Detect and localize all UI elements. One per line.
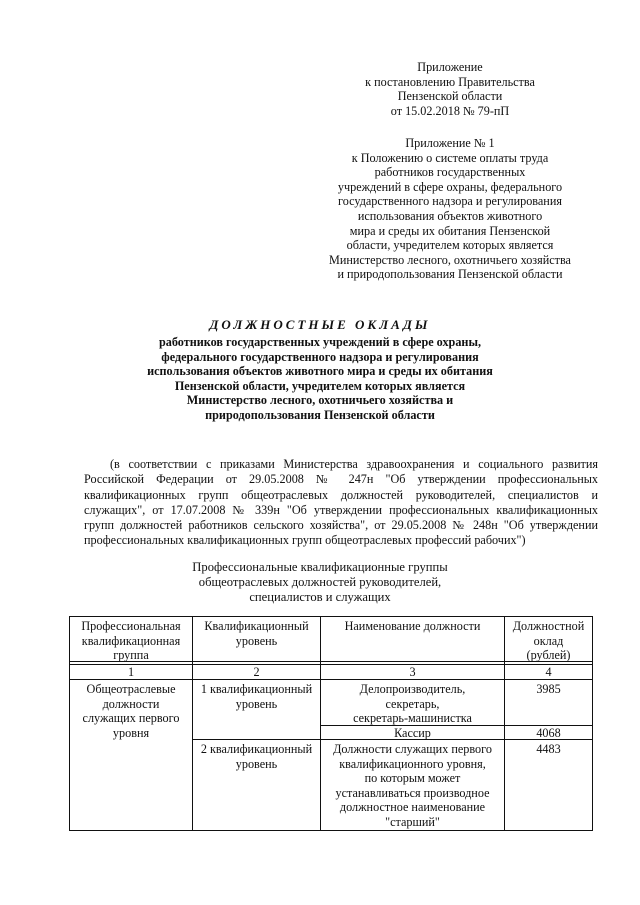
header-line: Наименование должности <box>344 619 481 633</box>
table-rule <box>192 616 193 831</box>
intro-line: квалификационных групп общеотраслевых должностей руководителей, специалистов и <box>84 487 598 502</box>
column-header <box>321 619 504 634</box>
position-line: "старший" <box>385 814 440 829</box>
header-line: Должностной <box>512 619 585 633</box>
position-line: секретарь-машинистка <box>353 711 472 726</box>
level-line: уровень <box>235 696 278 711</box>
position-line: должностное наименование <box>339 800 486 815</box>
header-line: уровень <box>235 633 278 648</box>
intro-line: (в соответствии с приказами Министерства здравоохранения и социального развития <box>110 457 598 471</box>
appendix-regulation <box>300 136 600 282</box>
header-line: группа <box>113 648 149 663</box>
position-cell <box>321 726 504 741</box>
appendix-line: Приложение <box>417 60 483 74</box>
position-line: по которым может <box>364 771 461 786</box>
document-subtitle <box>80 335 560 422</box>
header-line: квалификационная <box>81 633 181 648</box>
appendix-line: Приложение № 1 <box>405 136 495 150</box>
header-line: (рублей) <box>526 648 571 663</box>
column-number: 4 <box>545 665 552 679</box>
column-number: 1 <box>127 665 135 679</box>
appendix-resolution <box>340 60 560 118</box>
qualification-level-cell <box>193 682 320 711</box>
level-line: уровень <box>235 756 278 771</box>
table-rule <box>592 616 593 831</box>
subtitle-line: природопользования Пензенской области <box>205 407 435 422</box>
subtitle-line: Министерство лесного, охотничьего хозяйства и <box>186 393 454 407</box>
appendix-line: Министерство лесного, охотничьего хозяйства <box>329 252 571 267</box>
header-line: Профессиональная <box>81 619 181 633</box>
level-line: 2 квалификационный <box>200 742 313 756</box>
group-heading <box>160 560 480 605</box>
position-line: Должности служащих первого <box>333 742 492 756</box>
appendix-line: использования объектов животного <box>357 208 543 223</box>
appendix-line: Пензенской области <box>397 89 503 104</box>
group-line: уровня <box>112 725 150 740</box>
column-number: 2 <box>253 665 260 679</box>
appendix-line: государственного надзора и регулирования <box>338 194 562 209</box>
intro-line: служащих", от 17.07.2008 № 339н "Об утверждении профессиональных квалификационных <box>84 502 598 517</box>
appendix-line: мира и среды их обитания Пензенской <box>349 223 551 238</box>
qualification-level-cell <box>193 742 320 771</box>
document-title: ДОЛЖНОСТНЫЕ ОКЛАДЫ <box>209 317 431 332</box>
subtitle-line: работников государственных учреждений в сфере охраны, <box>158 335 482 349</box>
position-line: квалификационного уровня, <box>339 756 486 771</box>
intro-line: Российской Федерации от 29.05.2008 № 247н "Об утверждении профессиональных <box>84 472 598 487</box>
appendix-line: области, учредителем которых является <box>346 238 554 253</box>
appendix-line: работников государственных <box>374 165 526 180</box>
position-line: секретарь, <box>385 696 440 711</box>
salary-cell: 4068 <box>536 726 561 740</box>
level-line: 1 квалификационный <box>200 682 313 696</box>
table-rule <box>69 830 593 831</box>
appendix-line: от 15.02.2018 № 79-пП <box>390 103 510 118</box>
group-line: служащих первого <box>82 711 180 726</box>
group-heading-line: специалистов и служащих <box>249 590 391 604</box>
subtitle-line: федерального государственного надзора и регулирования <box>161 349 479 364</box>
column-number: 3 <box>409 665 416 679</box>
position-line: Кассир <box>394 726 431 740</box>
subtitle-line: использования объектов животного мира и среды их обитания <box>147 364 493 378</box>
column-header <box>193 619 320 648</box>
intro-line: профессиональных квалификационных групп общеотраслевых профессий рабочих") <box>84 533 526 548</box>
subtitle-line: Пензенской области, учредителем которых является <box>174 378 466 393</box>
table-rule <box>69 616 593 617</box>
group-line: Общеотраслевые <box>86 682 176 696</box>
appendix-line: к постановлению Правительства <box>365 74 535 89</box>
salary-cell: 3985 <box>536 682 561 696</box>
intro-paragraph <box>84 457 598 549</box>
column-header <box>505 619 592 663</box>
position-cell <box>321 682 504 726</box>
appendix-line: и природопользования Пензенской области <box>337 267 563 282</box>
group-line: должности <box>102 696 160 711</box>
position-line: Делопроизводитель, <box>359 682 466 696</box>
header-line: оклад <box>533 633 564 648</box>
position-line: устанавливаться производное <box>335 785 490 800</box>
column-header <box>70 619 192 663</box>
intro-line: групп должностей работников сельского хозяйства", от 29.05.2008 № 248н "Об утверждении <box>84 518 598 533</box>
appendix-line: к Положению о системе оплаты труда <box>351 150 549 165</box>
position-cell <box>321 742 504 830</box>
qualification-group-cell <box>70 682 192 740</box>
appendix-line: учреждений в сфере охраны, федерального <box>337 179 563 194</box>
header-line: Квалификационный <box>204 619 309 633</box>
group-heading-line: Профессиональные квалификационные группы <box>192 560 448 574</box>
salary-cell: 4483 <box>536 742 561 756</box>
group-heading-line: общеотраслевых должностей руководителей, <box>198 575 442 589</box>
